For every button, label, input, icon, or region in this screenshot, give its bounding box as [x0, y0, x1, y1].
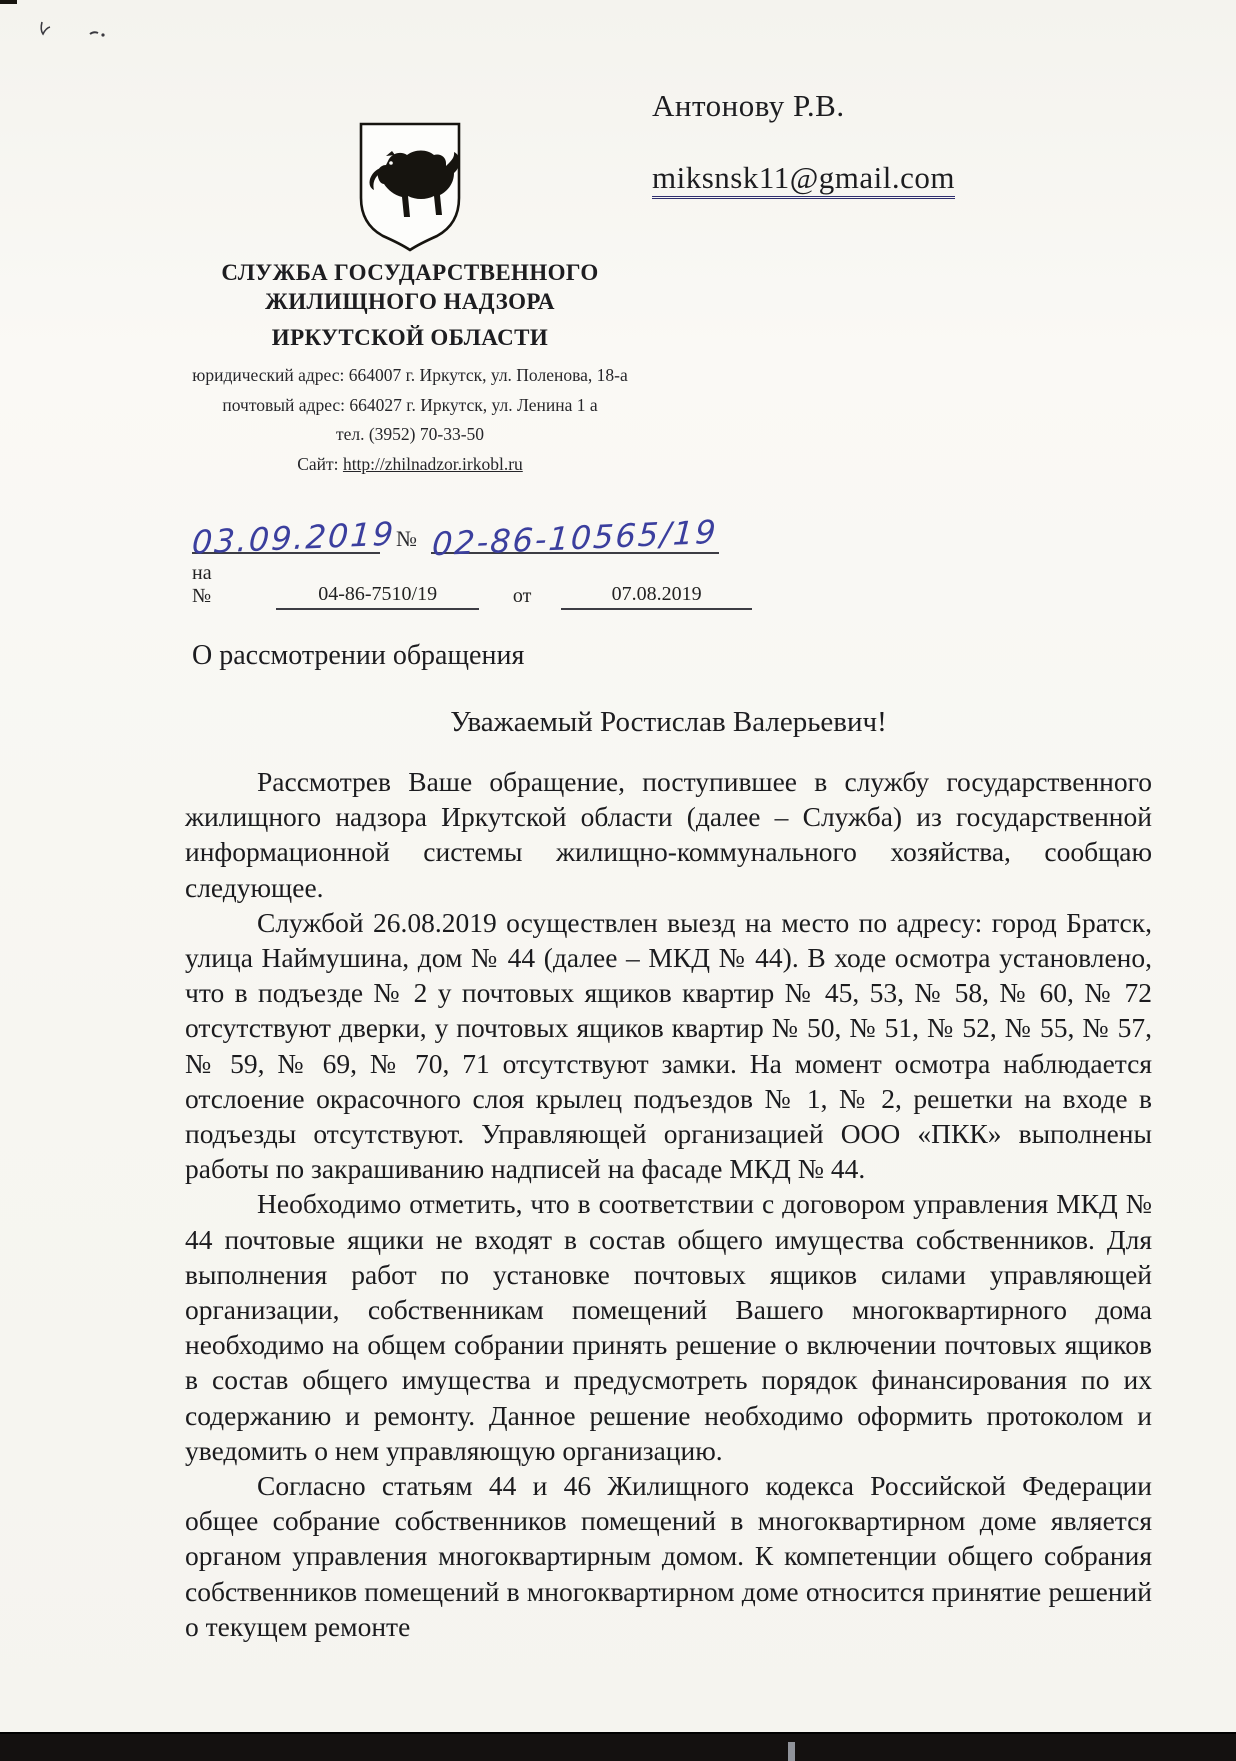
site-label: Сайт:: [297, 453, 343, 474]
pen-marks-artifact: [30, 18, 130, 48]
addressee-name: Антонову Р.В.: [652, 88, 845, 123]
site-line: [150, 450, 670, 480]
org-name-line3: ИРКУТСКОЙ ОБЛАСТИ: [271, 325, 549, 350]
body-paragraph-2: Службой 26.08.2019 осуществлен выезд на место по адресу: город Братск, улица Наймушина, дом № 44 (далее – МКД № 44). В ходе осмотра установлено, что в подъезде № 2 у почтовых ящиков квартир № 45, 53, № 58, № 60, № 72 отсутствуют дверки, у почтовых ящиков квартир № 50, № 51, № 52, № 55, № 57, № 59, № 69, № 70, 71 отсутствуют замки. На момент осмотра наблюдается отслоение окрасочного слоя крылец подъездов № 1, № 2, решетки на входе в подъезды отсутствуют. Управляющей организацией ООО «ПКК» выполнены работы по закрашиванию надписей на фасаде МКД № 44.: [185, 906, 1152, 1185]
body-paragraph-3: Необходимо отметить, что в соответствии с договором управления МКД № 44 почтовые ящики не входят в состав общего имущества собственников. Для выполнения работ по установке почтовых ящиков силами управляющей организации, собственникам помещений Вашего многоквартирного дома необходимо на общем собрании принять решение о включении почтовых ящиков в состав общего имущества и предусмотреть порядок финансирования по их содержанию и ремонту. Данное решение необходимо оформить протоколом и уведомить о нем управляющую организацию.: [185, 1188, 1152, 1466]
scan-bottom-bar-artifact: [0, 1732, 1236, 1761]
scan-corner-artifact: [0, 0, 17, 4]
subject-line: О рассмотрении обращения: [192, 640, 525, 671]
postal-address: почтовый адрес: 664027 г. Иркутск, ул. Ленина 1 а: [222, 394, 598, 415]
org-name-line2: ЖИЛИЩНОГО НАДЗОРА: [265, 289, 555, 314]
phone: тел. (3952) 70-33-50: [335, 424, 485, 444]
outgoing-number-field: [431, 512, 719, 564]
reference-block: [192, 492, 752, 610]
legal-address: юридический адрес: 664007 г. Иркутск, ул. Поленова, 18-а: [192, 365, 628, 385]
outgoing-date-handwritten: 03.09.2019: [190, 514, 397, 562]
addressee-block: [652, 88, 955, 196]
body-paragraph-4: Согласно статьям 44 и 46 Жилищного кодекса Российской Федерации общее собрание собственников помещений в многоквартирном доме является органом управления многоквартирным домом. К компетенции общего собрания собственников помещений в многоквартирном доме относится принятие решений о текущем ремонте: [185, 1470, 1152, 1642]
number-sign: №: [396, 526, 417, 551]
site-url-link[interactable]: http://zhilnadzor.irkobl.ru: [342, 453, 523, 474]
outgoing-number-handwritten: 02-86-10565/19: [431, 512, 719, 564]
irkutsk-coat-of-arms-icon: [353, 120, 467, 252]
letter-body: [185, 764, 1152, 1644]
body-paragraph-1: Рассмотрев Ваше обращение, поступившее в службу государственного жилищного надзора Иркутской области (далее – Служба) из государственной информационной системы жилищно-коммунального хозяйства, сообщаю следующее.: [185, 766, 1152, 903]
addressee-email-link[interactable]: miksnsk11@gmail.com: [652, 160, 955, 199]
scan-bar-notch: [788, 1742, 795, 1761]
letterhead: [150, 120, 670, 479]
outgoing-date-field: [190, 514, 397, 562]
reply-to-number: 04-86-7510/19: [276, 583, 478, 610]
reply-to-date: 07.08.2019: [561, 583, 752, 610]
org-name-line1: СЛУЖБА ГОСУДАРСТВЕННОГО: [221, 260, 599, 285]
salutation: Уважаемый Ростислав Валерьевич!: [450, 706, 887, 738]
reply-to-label: на №: [192, 562, 212, 607]
from-label: от: [512, 585, 532, 607]
